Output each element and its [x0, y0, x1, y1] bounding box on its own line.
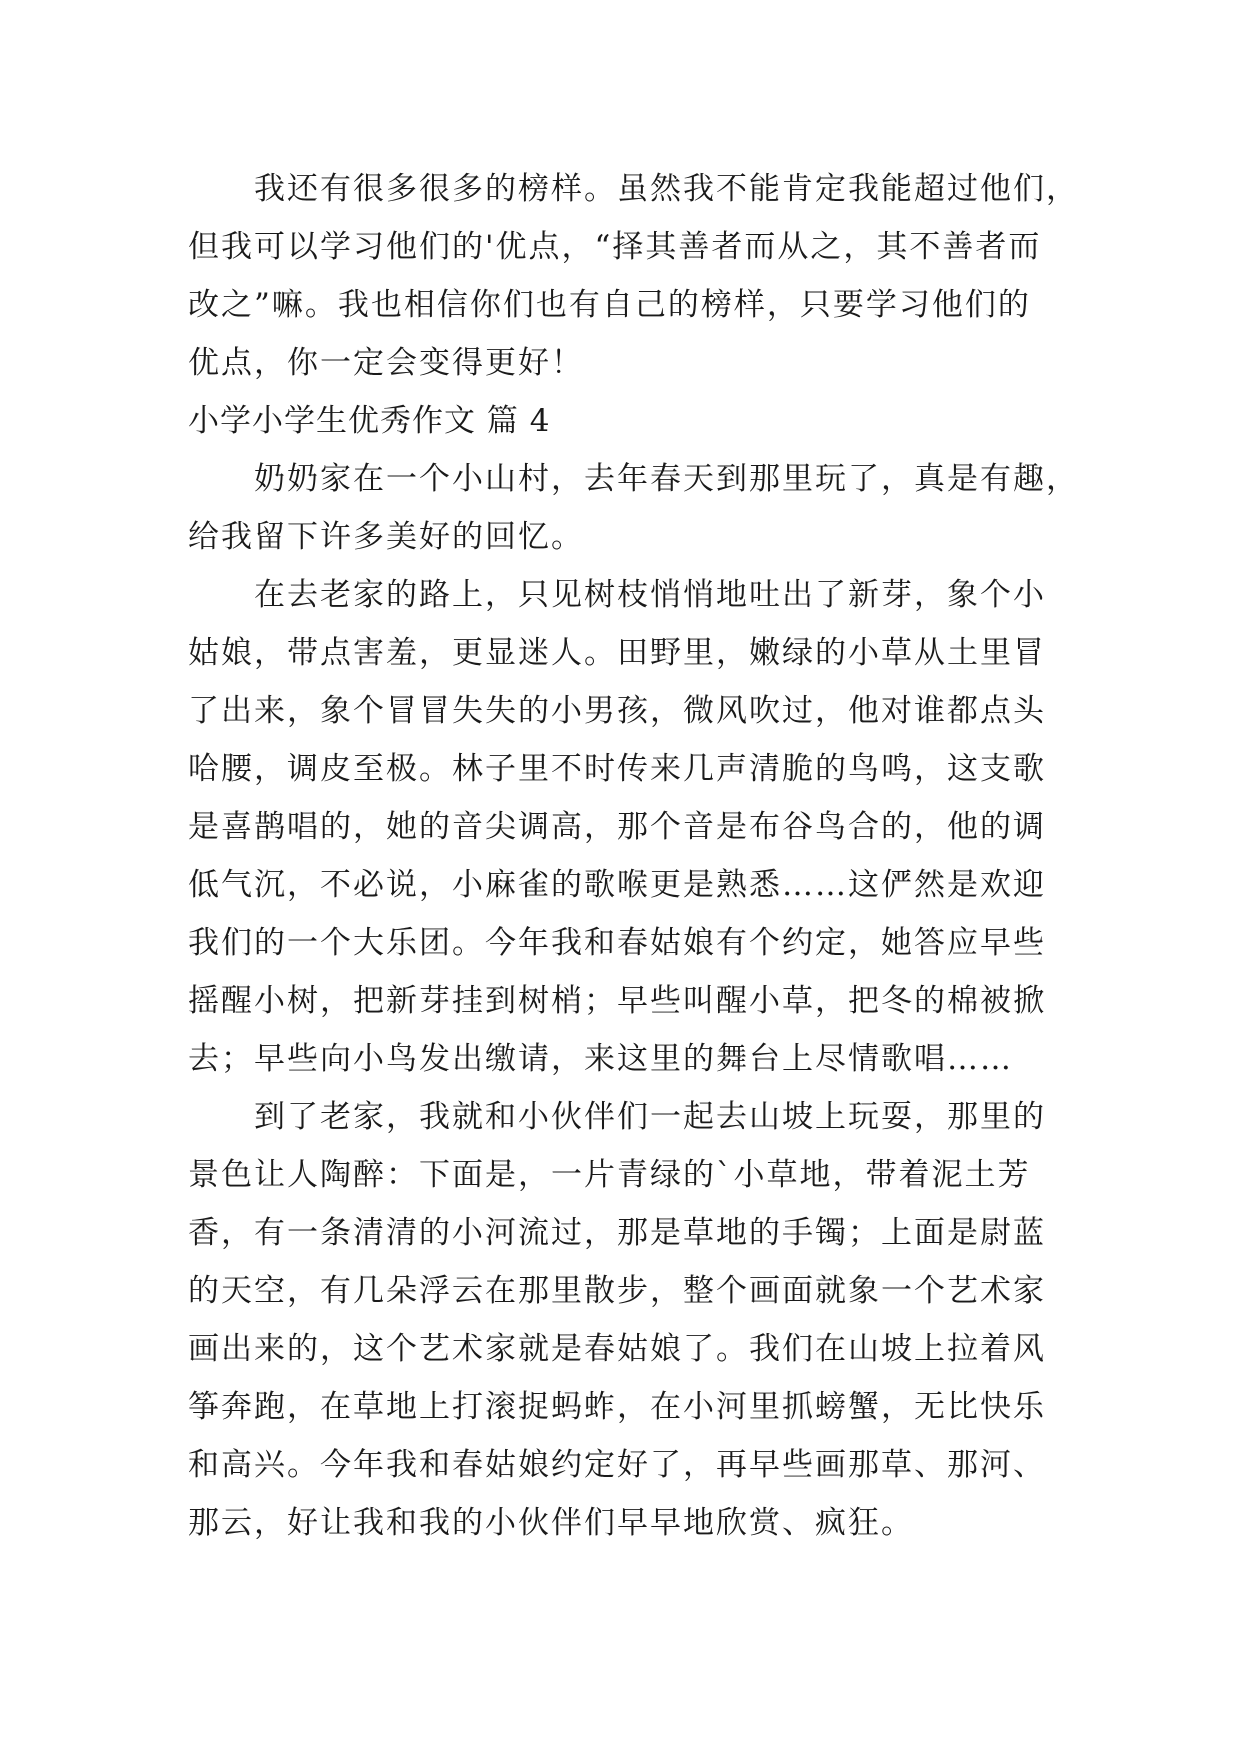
text-line: 奶奶家在一个小山村，去年春天到那里玩了，真是有趣， [254, 461, 1079, 497]
text-line: 在去老家的路上，只见树枝悄悄地吐出了新芽，象个小 [254, 577, 1046, 613]
text-line: 我们的一个大乐团。今年我和春姑娘有个约定，她答应早些 [188, 925, 1046, 961]
text-line: 是喜鹊唱的，她的音尖调高，那个音是布谷鸟合的，他的调 [188, 809, 1046, 845]
text-line: 给我留下许多美好的回忆。 [188, 519, 584, 555]
text-line: 但我可以学习他们的'优点，“择其善者而从之，其不善者而 [188, 229, 1042, 265]
text-line: 改之”嘛。我也相信你们也有自己的榜样，只要学习他们的 [188, 287, 1031, 323]
text-line: 画出来的，这个艺术家就是春姑娘了。我们在山坡上拉着风 [188, 1331, 1046, 1367]
text-line: 香，有一条清清的小河流过，那是草地的手镯；上面是尉蓝 [188, 1215, 1046, 1251]
text-line: 哈腰，调皮至极。林子里不时传来几声清脆的鸟鸣，这支歌 [188, 751, 1046, 787]
text-line: 姑娘，带点害羞，更显迷人。田野里，嫩绿的小草从土里冒 [188, 635, 1046, 671]
text-line: 了出来，象个冒冒失失的小男孩，微风吹过，他对谁都点头 [188, 693, 1046, 729]
text-line: 筝奔跑，在草地上打滚捉蚂蚱，在小河里抓螃蟹，无比快乐 [188, 1389, 1046, 1425]
text-line: 的天空，有几朵浮云在那里散步，整个画面就象一个艺术家 [188, 1273, 1046, 1309]
text-line: 低气沉，不必说，小麻雀的歌喉更是熟悉……这俨然是欢迎 [188, 867, 1046, 903]
text-line: 到了老家，我就和小伙伴们一起去山坡上玩耍，那里的 [254, 1099, 1046, 1135]
essay-text [188, 160, 1078, 1552]
text-line: 和高兴。今年我和春姑娘约定好了，再早些画那草、那河、 [188, 1447, 1046, 1483]
text-line: 优点，你一定会变得更好！ [188, 345, 584, 381]
text-line: 去；早些向小鸟发出缴请，来这里的舞台上尽情歌唱…… [188, 1041, 1013, 1077]
text-line: 摇醒小树，把新芽挂到树梢；早些叫醒小草，把冬的棉被掀 [188, 983, 1046, 1019]
text-line: 那云，好让我和我的小伙伴们早早地欣赏、疯狂。 [188, 1505, 914, 1541]
section-heading: 小学小学生优秀作文 篇 4 [188, 403, 551, 439]
text-line: 景色让人陶醉：下面是，一片青绿的`小草地，带着泥土芳 [188, 1157, 1031, 1193]
text-line: 我还有很多很多的榜样。虽然我不能肯定我能超过他们， [254, 171, 1079, 207]
